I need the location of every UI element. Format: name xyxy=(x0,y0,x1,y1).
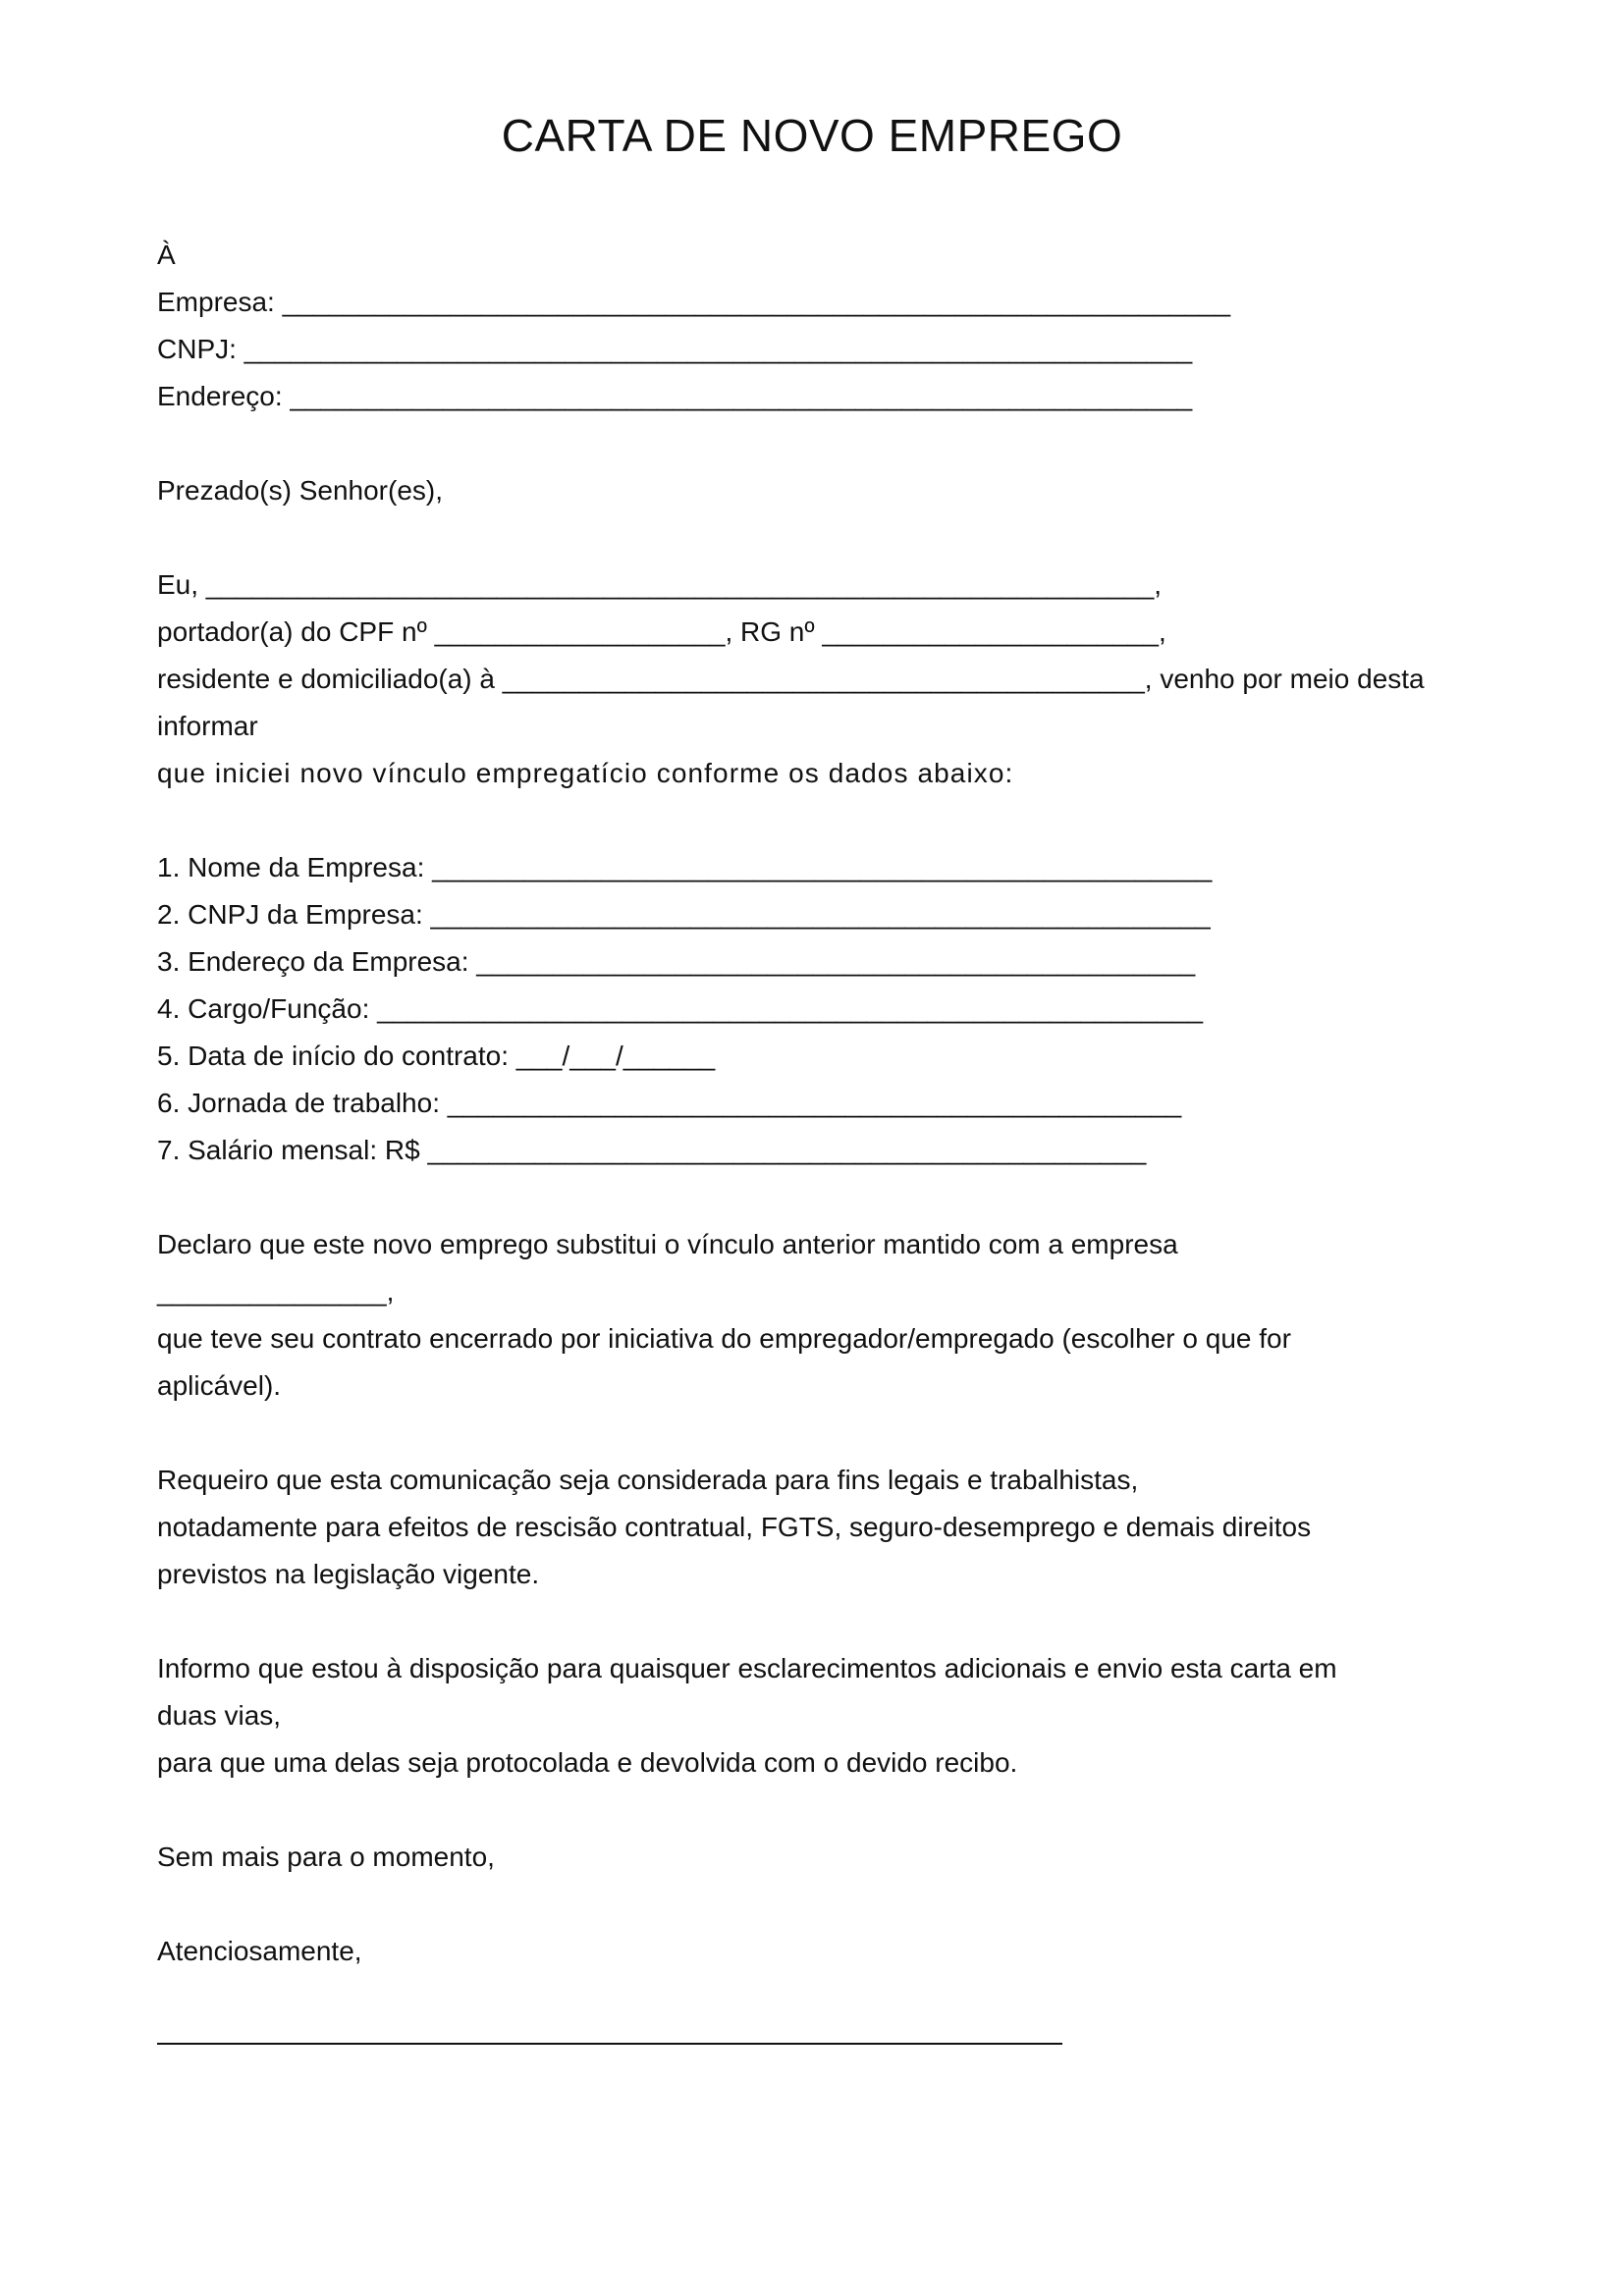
item-endereco-empresa: 3. Endereço da Empresa: _______________________________________________ xyxy=(157,946,1196,977)
closing: Sem mais para o momento, xyxy=(157,1842,495,1872)
item-cargo-funcao: 4. Cargo/Função: ______________________________________________________ xyxy=(157,993,1204,1024)
declaracao-line: que teve seu contrato encerrado por iniciativa do empregador/empregado (escolher o que for xyxy=(157,1323,1291,1354)
identification-vinculo: que iniciei novo vínculo empregatício conforme os dados abaixo: xyxy=(157,758,1014,788)
informacao-line: para que uma delas seja protocolada e devolvida com o devido recibo. xyxy=(157,1747,1018,1778)
declaracao-line: Declaro que este novo emprego substitui o vínculo anterior mantido com a empresa xyxy=(157,1229,1178,1259)
item-data-inicio: 5. Data de início do contrato: ___/___/______ xyxy=(157,1041,716,1071)
identification-documents-field: portador(a) do CPF nº ___________________, RG nº ______________________, xyxy=(157,616,1166,647)
item-cnpj-empresa: 2. CNPJ da Empresa: ___________________________________________________ xyxy=(157,899,1211,930)
informacao-line: Informo que estou à disposição para quaisquer esclarecimentos adicionais e envio esta carta em xyxy=(157,1653,1337,1683)
recipient-endereco-field: Endereço: ___________________________________________________________ xyxy=(157,381,1193,411)
document-title: CARTA DE NOVO EMPREGO xyxy=(501,110,1123,161)
declaracao-line: _______________, xyxy=(157,1276,395,1307)
recipient-cnpj-field: CNPJ: ______________________________________________________________ xyxy=(157,334,1193,364)
requerimento-line: previstos na legislação vigente. xyxy=(157,1559,540,1589)
identification-name-field: Eu, ______________________________________________________________, xyxy=(157,569,1163,600)
identification-residence-field: residente e domiciliado(a) à __________________________________________, venho por meio desta xyxy=(157,664,1425,694)
recipient-to: À xyxy=(157,240,176,270)
recipient-empresa-field: Empresa: ______________________________________________________________ xyxy=(157,287,1231,317)
item-nome-empresa: 1. Nome da Empresa: ___________________________________________________ xyxy=(157,852,1213,882)
item-salario: 7. Salário mensal: R$ _______________________________________________ xyxy=(157,1135,1147,1165)
requerimento-line: Requeiro que esta comunicação seja considerada para fins legais e trabalhistas, xyxy=(157,1465,1139,1495)
requerimento-line: notadamente para efeitos de rescisão contratual, FGTS, seguro-desemprego e demais direitos xyxy=(157,1512,1312,1542)
signature-line xyxy=(157,2043,1062,2045)
informacao-line: duas vias, xyxy=(157,1700,282,1731)
item-jornada: 6. Jornada de trabalho: ________________________________________________ xyxy=(157,1088,1182,1118)
identification-informar: informar xyxy=(157,711,258,741)
declaracao-line: aplicável). xyxy=(157,1370,282,1401)
greeting: Prezado(s) Senhor(es), xyxy=(157,475,444,506)
signoff: Atenciosamente, xyxy=(157,1936,362,1966)
